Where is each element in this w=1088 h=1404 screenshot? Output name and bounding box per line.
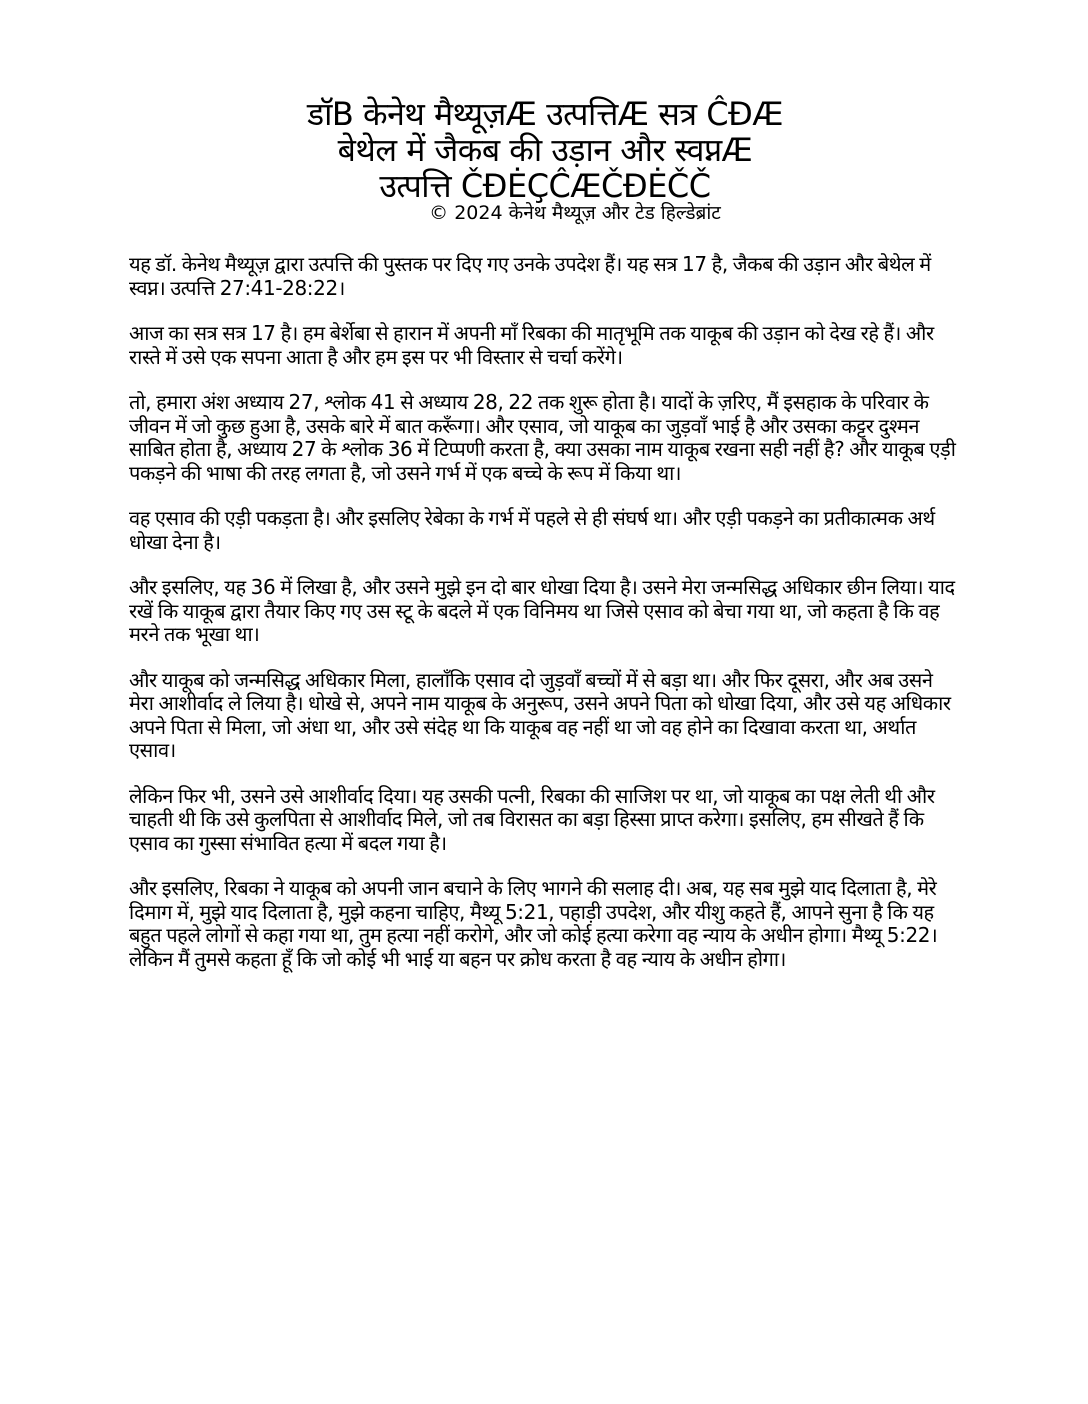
title-line-3: उत्पत्ति ČĐĖÇĈÆČĐĖČČ	[379, 167, 711, 205]
paragraph: आज का सत्र सत्र 17 है। हम बेर्शेबा से हारान में अपनी माँ रिबका की मातृभूमि तक याकूब की उड़ान को देख रहे हैं। और रास्ते में उसे एक सपना आता है और हम इस पर भी विस्तार से चर्चा करेंगे।	[129, 321, 934, 369]
paragraph: तो, हमारा अंश अध्याय 27, श्लोक 41 से अध्याय 28, 22 तक शुरू होता है। यादों के ज़रिए, मैं इसहाक के परिवार के जीवन में जो कुछ हुआ है, उसके बारे में बात करूँगा। और एसाव, जो याकूब का जुड़वाँ भाई है और उसका कट्टर दुश्मन साबित होता है, अध्याय 27 के श्लोक 36 में टिप्पणी करता है, क्या उसका नाम याकूब रखना सही नहीं है? और याकूब एड़ी पकड़ने की भाषा की तरह लगता है, जो उसने गर्भ में एक बच्चे के रूप में किया था।	[129, 390, 956, 485]
paragraph: लेकिन फिर भी, उसने उसे आशीर्वाद दिया। यह उसकी पत्नी, रिबका की साजिश पर था, जो याकूब का पक्ष लेती थी और चाहती थी कि उसे कुलपिता से आशीर्वाद मिले, जो तब विरासत का बड़ा हिस्सा प्राप्त करेगा। इसलिए, हम सीखते हैं कि एसाव का गुस्सा संभावित हत्या में बदल गया है।	[129, 783, 935, 855]
paragraph: वह एसाव की एड़ी पकड़ता है। और इसलिए रेबेका के गर्भ में पहले से ही संघर्ष था। और एड़ी पकड़ने का प्रतीकात्मक अर्थ धोखा देना है।	[129, 506, 935, 554]
paragraph: और इसलिए, रिबका ने याकूब को अपनी जान बचाने के लिए भागने की सलाह दी। अब, यह सब मुझे याद दिलाता है, मेरे दिमाग में, मुझे याद दिलाता है, मुझे कहना चाहिए, मैथ्यू 5:21, पहाड़ी उपदेश, और यीशु कहते हैं, आपने सुना है कि यह बहुत पहले लोगों से कहा गया था, तुम हत्या नहीं करोगे, और जो कोई हत्या करेगा वह न्याय के अधीन होगा। मैथ्यू 5:22। लेकिन मैं तुमसे कहता हूँ कि जो कोई भी भाई या बहन पर क्रोध करता है वह न्याय के अधीन होगा।	[129, 876, 938, 971]
paragraph: और इसलिए, यह 36 में लिखा है, और उसने मुझे इन दो बार धोखा दिया है। उसने मेरा जन्मसिद्ध अधिकार छीन लिया। याद रखें कि याकूब द्वारा तैयार किए गए उस स्टू के बदले में एक विनिमय था जिसे एसाव को बेचा गया था, जो कहता है कि वह मरने तक भूखा था।	[129, 575, 955, 646]
document-body	[129, 253, 959, 993]
title-line-1: डॉB केनेथ मैथ्यूज़Æ उत्पत्तिÆ सत्र ĈĐÆ	[306, 95, 784, 133]
title-line-2: बेथेल में जैकब की उड़ान और स्वप्नÆ	[337, 131, 753, 169]
copyright-line: © 2024 केनेथ मैथ्यूज़ और टेड हिल्डेब्रांट	[429, 202, 721, 224]
document-header	[130, 96, 960, 224]
paragraph: और याकूब को जन्मसिद्ध अधिकार मिला, हालाँकि एसाव दो जुड़वाँ बच्चों में से बड़ा था। और फिर दूसरा, और अब उसने मेरा आशीर्वाद ले लिया है। धोखे से, अपने नाम याकूब के अनुरूप, उसने अपने पिता को धोखा दिया, और उसे यह अधिकार अपने पिता से मिला, जो अंधा था, और उसे संदेह था कि याकूब वह नहीं था जो वह होने का दिखावा करता था, अर्थात एसाव।	[129, 667, 951, 762]
paragraph: यह डॉ. केनेथ मैथ्यूज़ द्वारा उत्पत्ति की पुस्तक पर दिए गए उनके उपदेश हैं। यह सत्र 17 है, जैकब की उड़ान और बेथेल में स्वप्न। उत्पत्ति 27:41-28:22।	[129, 252, 931, 300]
